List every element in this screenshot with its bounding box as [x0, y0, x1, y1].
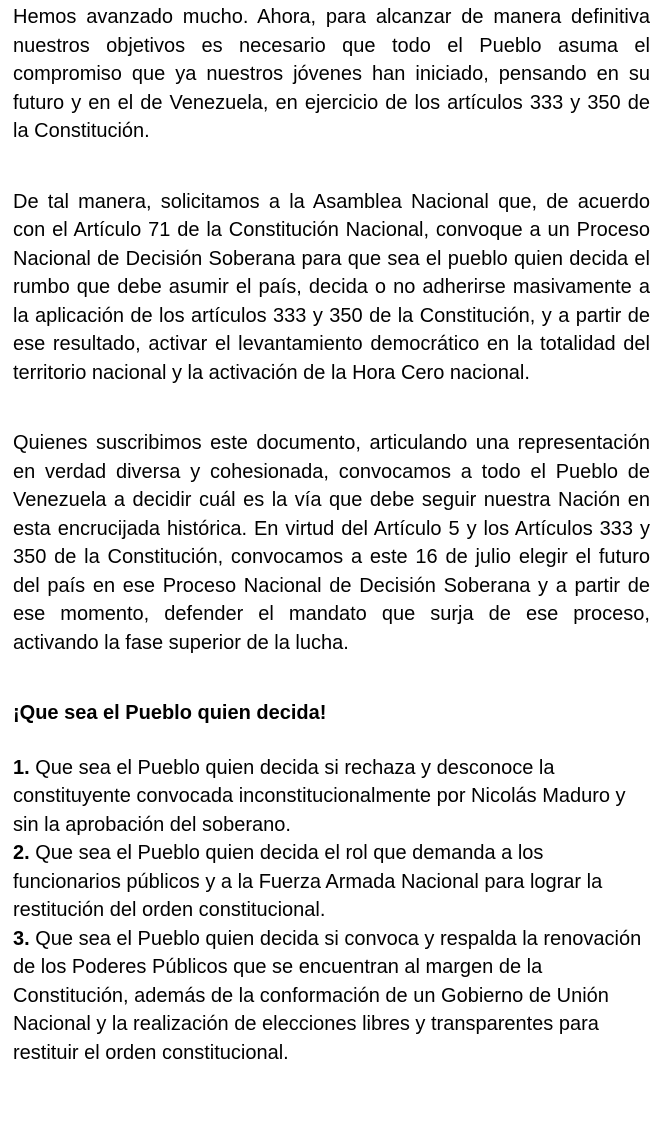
list-item-1-text: Que sea el Pueblo quien decida si rechaza y desconoce la constituyente convocada inconstitucionalmente por Nicolás Maduro y sin la aprobación del soberano. — [13, 756, 626, 836]
numbered-list — [13, 754, 650, 1068]
list-item-2-text: Que sea el Pueblo quien decida el rol que demanda a los funcionarios públicos y a la Fuerza Armada Nacional para lograr la restitución del orden constitucional. — [13, 842, 603, 921]
paragraph-solicitud-asamblea: De tal manera, solicitamos a la Asamblea Nacional que, de acuerdo con el Artículo 71 de la Constitución Nacional, convoque a un Proceso Nacional de Decisión Soberana para que sea el pueblo quien decida el rumbo que debe asumir el país, decida o no adherirse masivamente a la aplicación de los artículos 333 y 350 de la Constitución, y a partir de ese resultado, activar el levantamiento democrático en la totalidad del territorio nacional y la activación de la Hora Cero nacional. — [13, 190, 650, 384]
list-item-3-text: Que sea el Pueblo quien decida si convoca y respalda la renovación de los Poderes Públicos que se encuentran al margen de la Constitución, además de la conformación de un Gobierno de Unión Nacional y la realización de elecciones libres y transparentes para restituir el orden constitucional. — [13, 927, 642, 1064]
list-item-1-number: 1. — [13, 756, 30, 779]
list-item-2-number: 2. — [13, 842, 30, 864]
section-heading: ¡Que sea el Pueblo quien decida! — [13, 702, 327, 724]
list-item-1 — [13, 754, 650, 840]
paragraph-convocatoria: Quienes suscribimos este documento, articulando una representación en verdad diversa y cohesionada, convocamos a todo el Pueblo de Venezuela a decidir cuál es la vía que debe seguir nuestra Nación en esta encrucijada histórica. En virtud del Artículo 5 y los Artículos 333 y 350 de la Constitución, convocamos a este 16 de julio elegir el futuro del país en ese Proceso Nacional de Decisión Soberana y a partir de ese momento, defender el mandato que surja de ese proceso, activando la fase superior de la lucha. — [13, 432, 650, 654]
list-item-3-number: 3. — [13, 927, 30, 950]
paragraph-intro: Hemos avanzado mucho. Ahora, para alcanzar de manera definitiva nuestros objetivos es necesario que todo el Pueblo asuma el compromiso que ya nuestros jóvenes han iniciado, pensando en su futuro y en el de Venezuela, en ejercicio de los artículos 333 y 350 de la Constitución. — [13, 6, 650, 142]
list-item-3 — [13, 925, 650, 1068]
list-item-2 — [13, 839, 650, 925]
